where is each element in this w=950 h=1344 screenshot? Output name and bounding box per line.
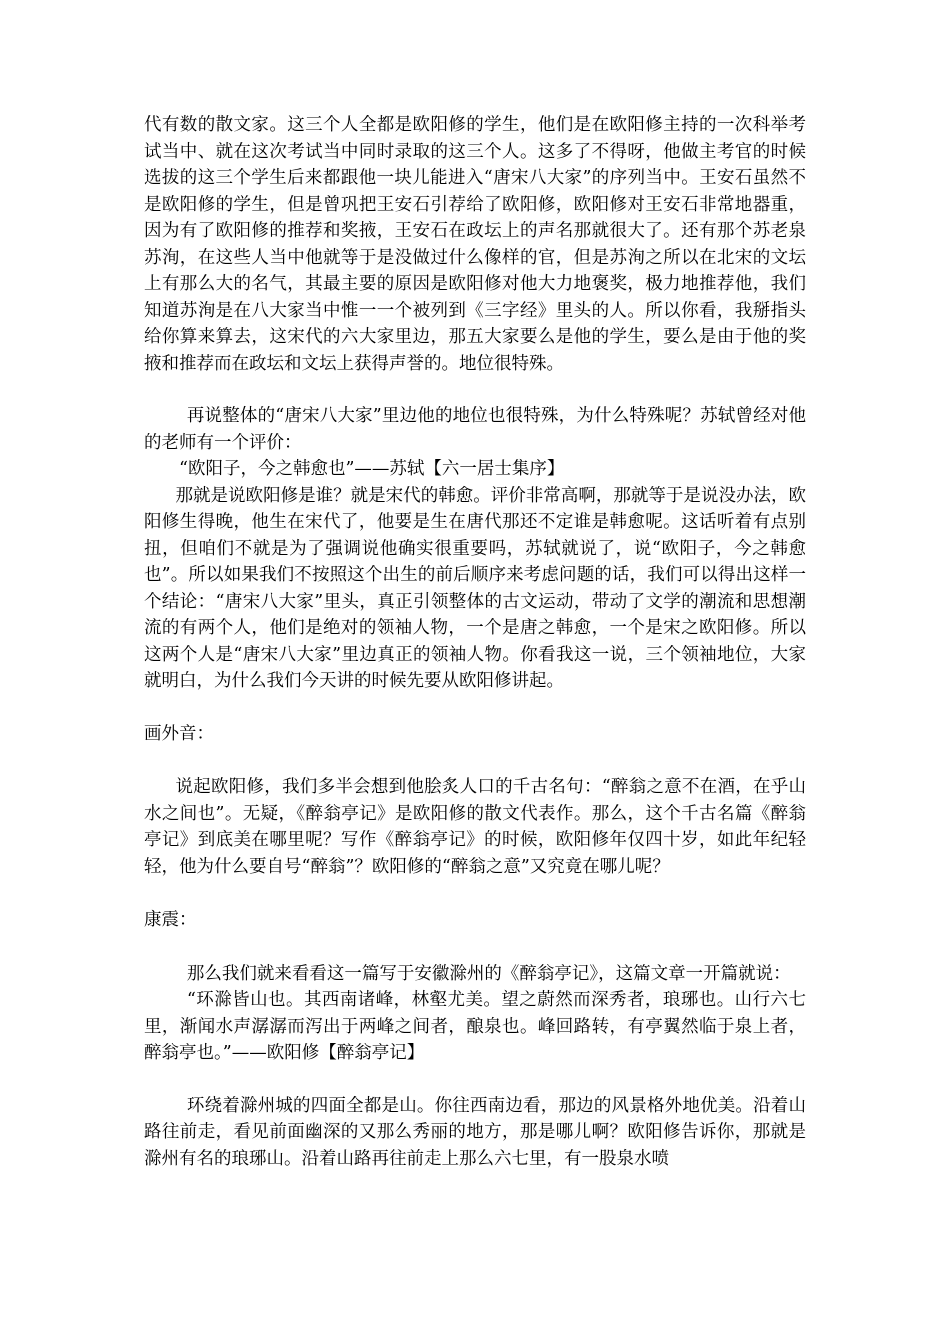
quote-su-shi: “欧阳子，今之韩愈也”——苏轼【六一居士集序】 bbox=[179, 459, 565, 479]
paragraph-tang-song-status: 再说整体的“唐宋八大家”里边他的地位也很特殊，为什么特殊呢？苏轼曾经对他的老师有一个评价： bbox=[144, 406, 806, 453]
document-body bbox=[144, 112, 806, 1172]
speaker-label-kangzhen: 康震： bbox=[144, 910, 197, 930]
paragraph-han-yu-comparison: 那就是说欧阳修是谁？就是宋代的韩愈。评价非常高啊，那就等于是说没办法，欧阳修生得晚，他生在宋代了，他要是生在唐代那还不定谁是韩愈呢。这话听着有点别扭，但咱们不就是为了强调说他确实很重要吗，苏轼就说了，说“欧阳子，今之韩愈也”。所以如果我们不按照这个出生的前后顺序来考虑问题的话，我们可以得出这样一个结论：“唐宋八大家”里头，真正引领整体的古文运动，带动了文学的潮流和思想潮流的有两个人，他们是绝对的领袖人物，一个是唐之韩愈，一个是宋之欧阳修。所以这两个人是“唐宋八大家”里边真正的领袖人物。你看我这一说，三个领袖地位，大家就明白，为什么我们今天讲的时候先要从欧阳修讲起。 bbox=[144, 485, 806, 691]
paragraph-chuzhou-description: 环绕着滁州城的四面全都是山。你往西南边看，那边的风景格外地优美。沿着山路往前走，看见前面幽深的又那么秀丽的地方，那是哪儿啊？欧阳修告诉你，那就是滁州有名的琅琊山。沿着山路再往前走上那么六七里，有一股泉水喷 bbox=[144, 1095, 806, 1169]
paragraph-voiceover: 说起欧阳修，我们多半会想到他脍炙人口的千古名句：“醉翁之意不在酒，在乎山水之间也”。无疑，《醉翁亭记》是欧阳修的散文代表作。那么，这个千古名篇《醉翁亭记》到底美在哪里呢？写作《醉翁亭记》的时候，欧阳修年仅四十岁，如此年纪轻轻，他为什么要自号“醉翁”？欧阳修的“醉翁之意”又究竟在哪儿呢？ bbox=[144, 777, 806, 877]
paragraph-ouyang-students: 代有数的散文家。这三个人全都是欧阳修的学生，他们是在欧阳修主持的一次科举考试当中、就在这次考试当中同时录取的这三个人。这多了不得呀，他做主考官的时候选拔的这三个学生后来都跟他一块儿能进入“唐宋八大家”的序列当中。王安石虽然不是欧阳修的学生，但是曾巩把王安石引荐给了欧阳修，欧阳修对王安石非常地器重，因为有了欧阳修的推荐和奖掖，王安石在政坛上的声名那就很大了。还有那个苏老泉苏洵，在这些人当中他就等于是没做过什么像样的官，但是苏洵之所以在北宋的文坛上有那么大的名气，其最主要的原因是欧阳修对他大力地褒奖，极力地推荐他，我们知道苏洵是在八大家当中惟一一个被列到《三字经》里头的人。所以你看，我掰指头给你算来算去，这宋代的六大家里边，那五大家要么是他的学生，要么是由于他的奖掖和推荐而在政坛和文坛上获得声誉的。地位很特殊。 bbox=[144, 115, 806, 374]
quote-zuiwengting-ji: “环滁皆山也。其西南诸峰，林壑尤美。望之蔚然而深秀者，琅琊也。山行六七里，渐闻水声潺潺而泻出于两峰之间者，酿泉也。峰回路转，有亭翼然临于泉上者，醉翁亭也。”——欧阳修【醉翁亭记】 bbox=[144, 990, 806, 1063]
paragraph-kangzhen-intro: 那么我们就来看看这一篇写于安徽滁州的《醉翁亭记》，这篇文章一开篇就说： bbox=[186, 963, 791, 984]
speaker-label-voiceover: 画外音： bbox=[144, 723, 214, 744]
